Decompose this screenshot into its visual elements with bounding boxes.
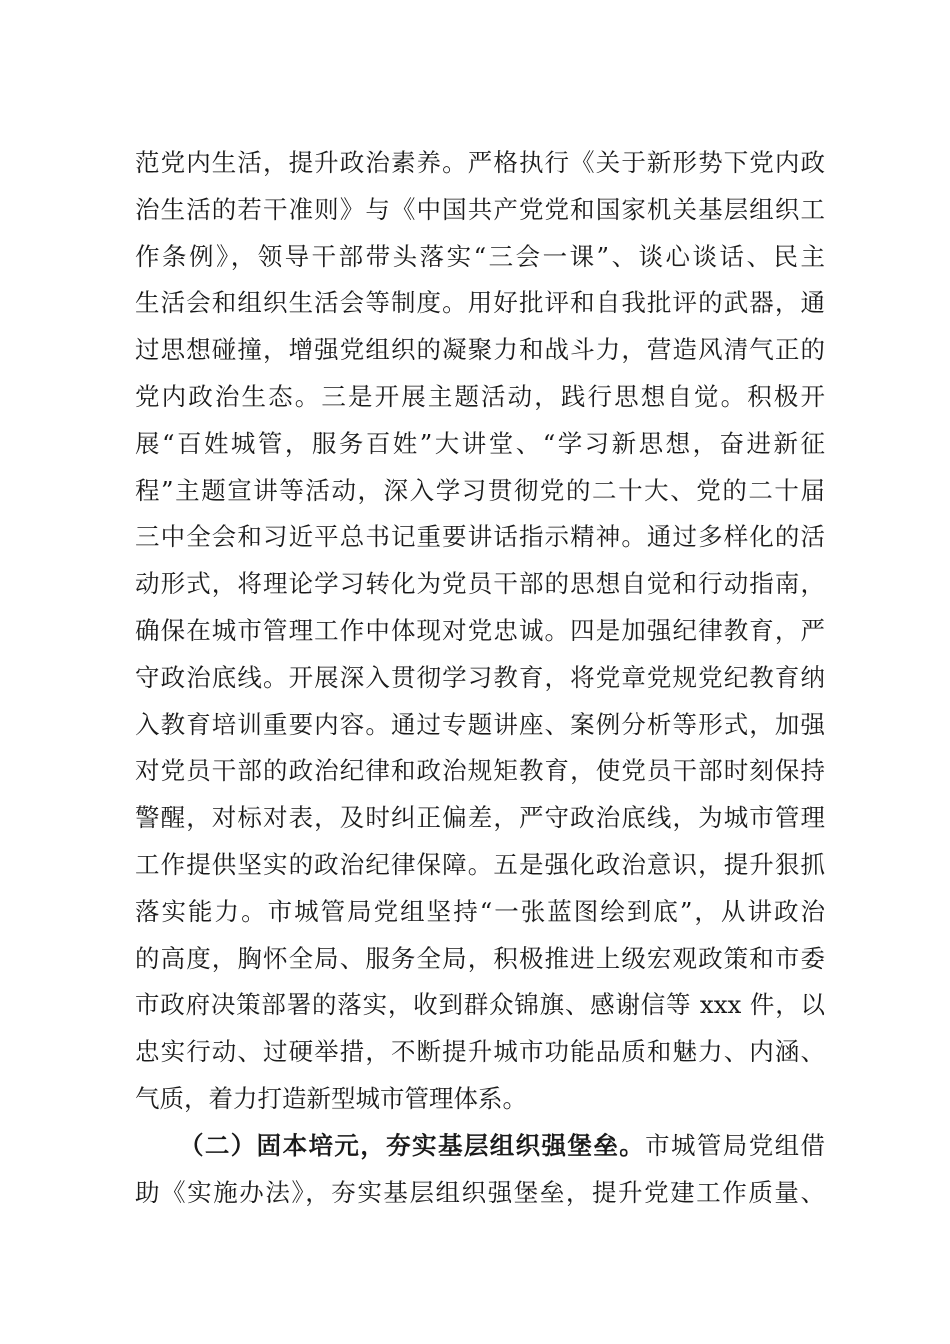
text-line: 三中全会和习近平总书记重要讲话指示精神。通过多样化的活	[135, 522, 825, 552]
text-line: 党内政治生态。三是开展主题活动，践行思想自觉。积极开	[135, 381, 825, 411]
text-line: 入教育培训重要内容。通过专题讲座、案例分析等形式，加强	[135, 709, 825, 739]
text-line: 守政治底线。开展深入贯彻学习教育，将党章党规党纪教育纳	[135, 662, 825, 692]
text-line: 落实能力。市城管局党组坚持“一张蓝图绘到底”，从讲政治	[135, 896, 825, 926]
text-line: 市政府决策部署的落实，收到群众锦旗、感谢信等 xxx 件，以	[135, 990, 825, 1020]
text-line: 确保在城市管理工作中体现对党忠诚。四是加强纪律教育，严	[135, 615, 825, 645]
section-heading-rest: 市城管局党组借	[645, 1130, 825, 1160]
text-line: 展“百姓城管，服务百姓”大讲堂、“学习新思想，奋进新征	[135, 428, 825, 458]
section-heading-line	[135, 1123, 825, 1170]
text-line: 范党内生活，提升政治素养。严格执行《关于新形势下党内政	[135, 148, 825, 177]
body-text	[135, 140, 825, 1216]
text-line: 忠实行动、过硬举措，不断提升城市功能品质和魅力、内涵、	[135, 1037, 825, 1067]
text-line: 生活会和组织生活会等制度。用好批评和自我批评的武器，通	[135, 288, 825, 318]
text-line: 工作提供坚实的政治纪律保障。五是强化政治意识，提升狠抓	[135, 849, 825, 879]
text-line: 对党员干部的政治纪律和政治规矩教育，使党员干部时刻保持	[135, 756, 825, 786]
text-line: 程”主题宣讲等活动，深入学习贯彻党的二十大、党的二十届	[135, 475, 825, 505]
text-line: 治生活的若干准则》与《中国共产党党和国家机关基层组织工	[135, 194, 825, 224]
text-line: 助《实施办法》，夯实基层组织强堡垒，提升党建工作质量、	[135, 1177, 825, 1207]
text-line: 警醒，对标对表，及时纠正偏差，严守政治底线，为城市管理	[135, 803, 825, 833]
section-heading: （二）固本培元，夯实基层组织强堡垒。	[179, 1130, 646, 1160]
text-line: 作条例》，领导干部带头落实“三会一课”、谈心谈话、民主	[135, 241, 825, 271]
text-line: 气质，着力打造新型城市管理体系。	[135, 1083, 527, 1113]
text-line: 过思想碰撞，增强党组织的凝聚力和战斗力，营造风清气正的	[135, 335, 825, 365]
text-line: 动形式，将理论学习转化为党员干部的思想自觉和行动指南，	[135, 569, 825, 599]
text-line: 的高度，胸怀全局、服务全局，积极推进上级宏观政策和市委	[135, 943, 825, 973]
